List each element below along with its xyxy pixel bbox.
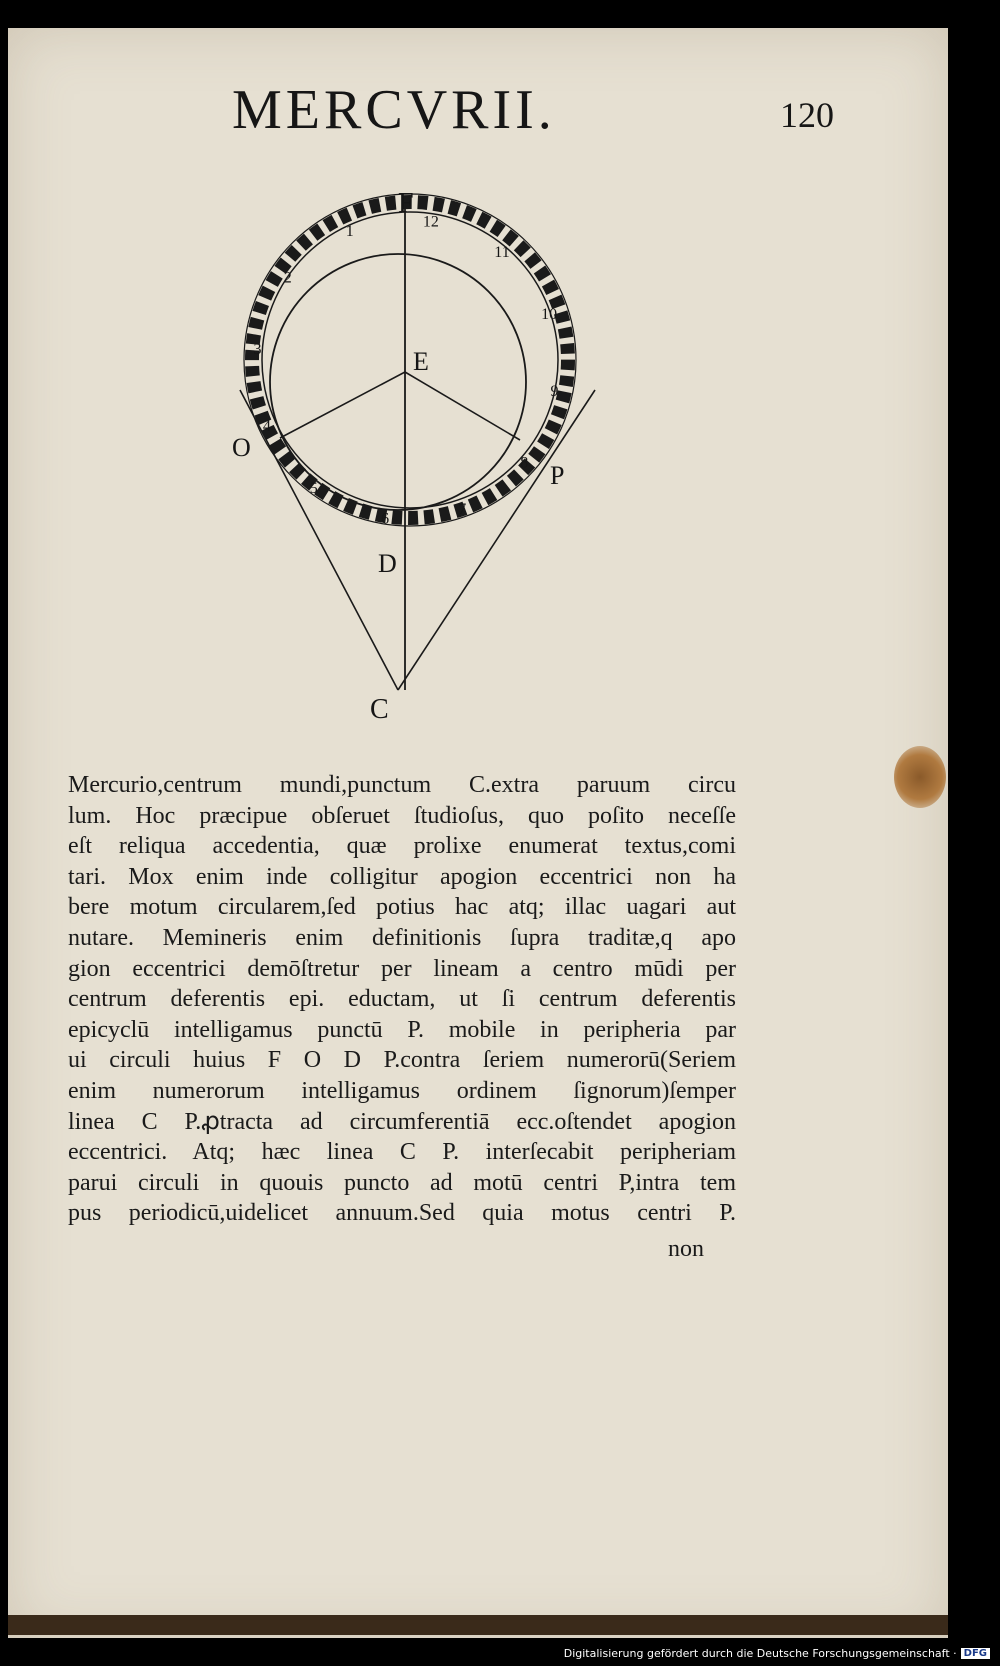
- credit-text: Digitalisierung gefördert durch die Deutsche Forschungsgemeinschaft ·: [563, 1647, 957, 1660]
- ring-number: 3: [253, 341, 262, 359]
- dfg-logo: DFG: [961, 1648, 990, 1659]
- text-line: epicyclū intelligamus punctū P. mobile in peripheria par: [68, 1016, 736, 1043]
- ring-number: 7: [458, 501, 467, 519]
- text-line: Mercurio,centrum mundi,punctum C.extra paruum circu: [68, 772, 736, 798]
- label-d: D: [378, 549, 397, 578]
- text-line: eſt reliqua accedentia, quæ prolixe enumerat textus,comi: [68, 833, 736, 860]
- running-head: MERCVRII.: [232, 79, 556, 141]
- text-line: centrum deferentis epi. eductam, ut ſi centrum deferentis: [68, 986, 736, 1013]
- text-line: enim numerorum intelligamus ordinem ſignorum)ſemper: [68, 1077, 736, 1104]
- ring-number: 4: [262, 418, 271, 436]
- text-line: lum. Hoc præcipue obſeruet ſtudioſus, quo poſito neceſſe: [68, 802, 736, 829]
- ring-number: 12: [422, 213, 439, 231]
- text-line: bere motum circularem,ſed potius hac atq; illac uagari aut: [68, 894, 736, 921]
- text-line: tari. Mox enim inde colligitur apogion eccentrici non ha: [68, 863, 736, 890]
- ring-number: 6: [381, 510, 390, 528]
- tangent-p-c: [398, 390, 595, 690]
- label-p: P: [550, 461, 565, 490]
- ring-inner-edge: [262, 212, 558, 508]
- text-line: nutare. Memineris enim definitionis ſupra traditæ,q apo: [68, 924, 736, 951]
- text-line: gion eccentrici demōſtretur per lineam a centro mūdi per: [68, 955, 736, 982]
- label-e: E: [413, 347, 429, 376]
- ring-number: 1: [345, 222, 354, 240]
- ring-number: 8: [520, 454, 529, 472]
- catchword: non: [668, 1236, 704, 1262]
- text-line: pus periodicū,uidelicet annuum.Sed quia motus centri P.: [68, 1200, 736, 1227]
- ring-number: 10: [541, 305, 558, 323]
- label-c: C: [370, 694, 389, 720]
- line-e-o: [280, 372, 405, 438]
- text-line: linea C P.ꝓtracta ad circumferentiā ecc.oſtendet apogion: [68, 1108, 736, 1135]
- ring-number: 2: [283, 269, 292, 287]
- ring-number: 5: [309, 480, 318, 498]
- body-text: [68, 770, 736, 1229]
- page-edge: [8, 1615, 948, 1635]
- paper-stain: [894, 746, 946, 808]
- label-f: F: [398, 190, 414, 219]
- text-line: ui circuli huius F O D P.contra ſeriem numerorū(Seriem: [68, 1047, 736, 1074]
- ring-number: 11: [494, 243, 510, 261]
- label-o: O: [232, 433, 251, 462]
- ring-number: 9: [550, 382, 559, 400]
- text-line: parui circuli in quouis puncto ad motū centri P,intra tem: [68, 1169, 736, 1196]
- footer-credit: [564, 1647, 990, 1660]
- parvus-circulus: [270, 254, 529, 510]
- text-line: eccentrici. Atq; hæc linea C P. interſecabit peripheriam: [68, 1139, 736, 1166]
- mercury-diagram: [230, 190, 610, 720]
- page-number: 120: [780, 95, 834, 135]
- line-e-p: [405, 372, 520, 440]
